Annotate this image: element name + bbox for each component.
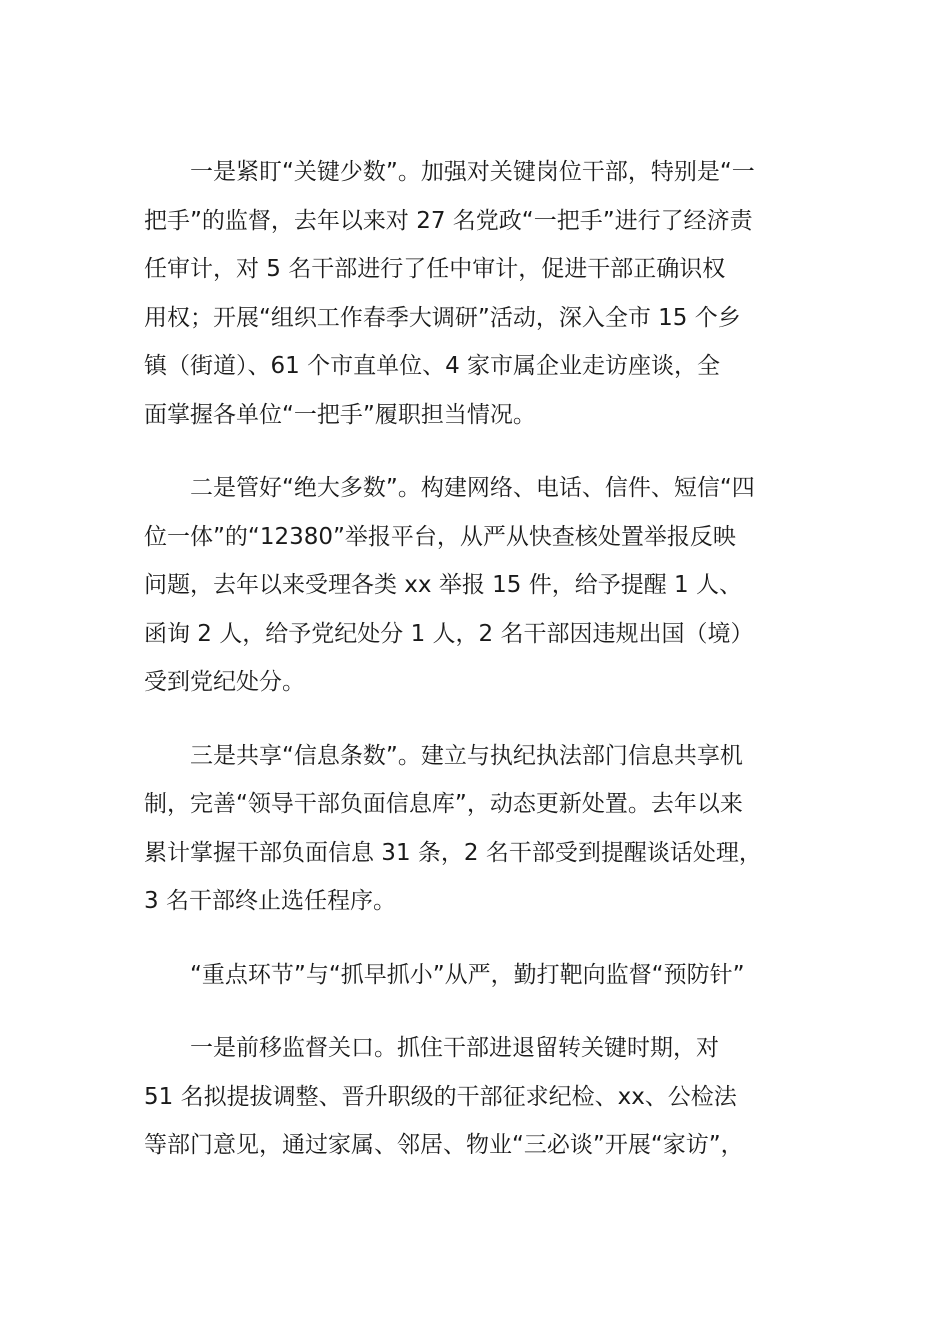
text-line: 镇（街道）、61 个市直单位、4 家市属企业走访座谈，全 xyxy=(144,353,721,379)
text-line: 把手”的监督，去年以来对 27 名党政“一把手”进行了经济责 xyxy=(144,207,753,234)
text-line: 二是管好“绝大多数”。构建网络、电话、信件、短信“四 xyxy=(190,475,755,501)
paragraph-great-majority xyxy=(144,464,816,707)
paragraph-supervision-gate xyxy=(144,1024,816,1170)
section-heading xyxy=(144,951,816,1000)
text-line: 受到党纪处分。 xyxy=(144,669,305,695)
text-line: 面掌握各单位“一把手”履职担当情况。 xyxy=(144,401,536,428)
text-line: 3 名干部终止选任程序。 xyxy=(144,888,396,914)
text-line: 三是共享“信息条数”。建立与执纪执法部门信息共享机 xyxy=(190,742,743,769)
text-line: 一是紧盯“关键少数”。加强对关键岗位干部，特别是“一 xyxy=(190,159,755,185)
text-line: 累计掌握干部负面信息 31 条，2 名干部受到提醒谈话处理， xyxy=(144,839,762,866)
paragraph-key-minority xyxy=(144,148,816,439)
text-line: 一是前移监督关口。抓住干部进退留转关键时期，对 xyxy=(190,1035,719,1061)
text-line: 用权；开展“组织工作春季大调研”活动，深入全市 15 个乡 xyxy=(144,304,741,331)
text-line: 位一体”的“12380”举报平台，从严从快查核处置举报反映 xyxy=(144,523,736,550)
text-line: 任审计，对 5 名干部进行了任中审计，促进干部正确识权 xyxy=(144,256,726,282)
heading-line: “重点环节”与“抓早抓小”从严，勤打靶向监督“预防针” xyxy=(190,961,745,988)
text-line: 等部门意见，通过家属、邻居、物业“三必谈”开展“家访”， xyxy=(144,1132,744,1158)
text-line: 制，完善“领导干部负面信息库”，动态更新处置。去年以来 xyxy=(144,791,743,817)
paragraph-information-sharing xyxy=(144,732,816,926)
text-line: 51 名拟提拔调整、晋升职级的干部征求纪检、xx、公检法 xyxy=(144,1083,737,1110)
text-line: 函询 2 人，给予党纪处分 1 人，2 名干部因违规出国（境） xyxy=(144,620,754,647)
text-line: 问题，去年以来受理各类 xx 举报 15 件，给予提醒 1 人、 xyxy=(144,572,742,598)
document-body xyxy=(144,148,816,1170)
